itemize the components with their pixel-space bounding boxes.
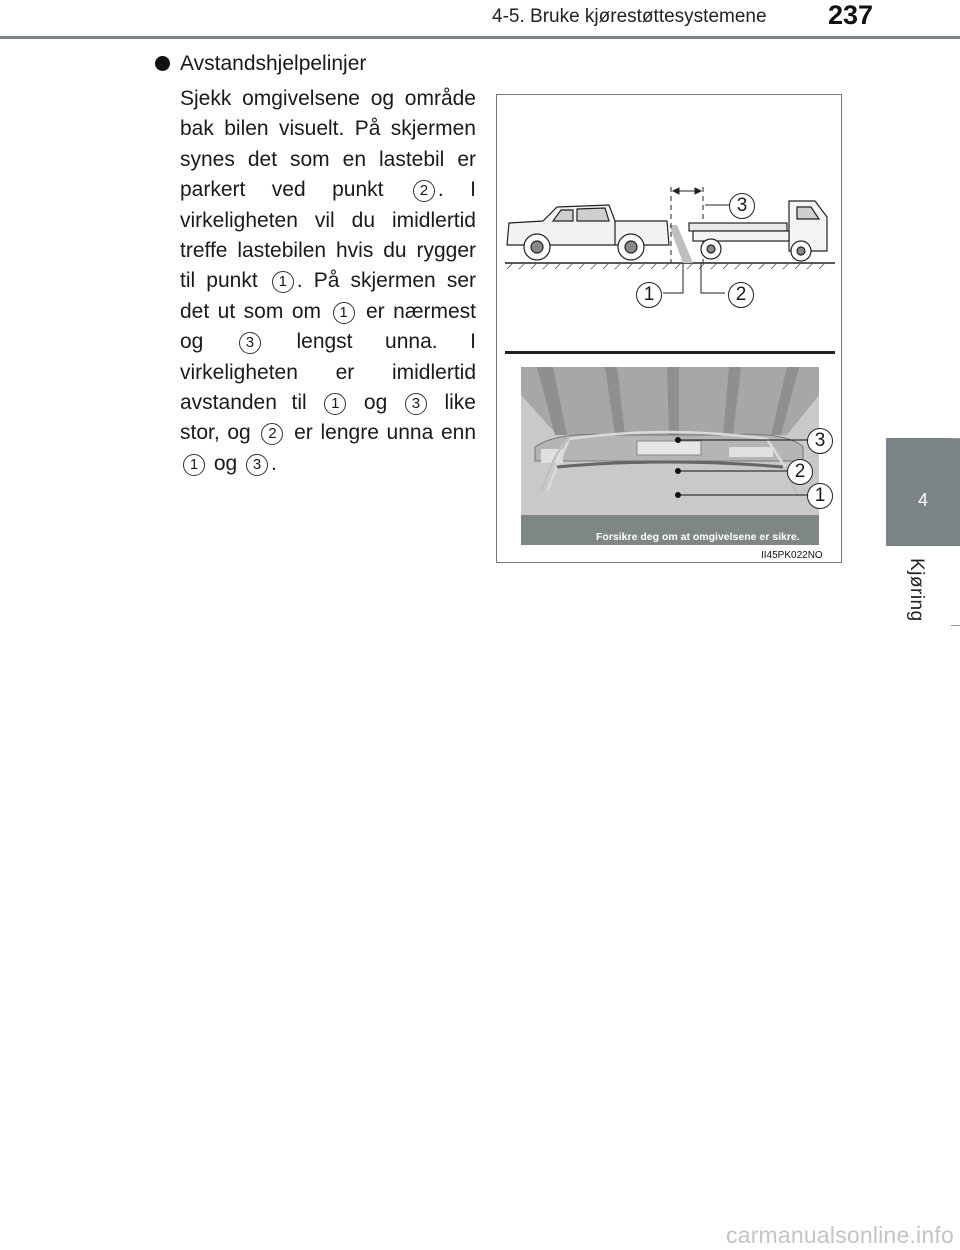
circled-number: 1 [183, 454, 205, 476]
circled-number: 1 [272, 271, 294, 293]
circled-number: 3 [246, 454, 268, 476]
diagram-label-2: 2 [728, 282, 754, 308]
circled-number: 3 [239, 332, 261, 354]
screen-label-2: 2 [787, 459, 813, 485]
diagram-label-3: 3 [729, 193, 755, 219]
screen-label-3: 3 [807, 428, 833, 454]
bullet-heading [155, 52, 366, 76]
circled-number: 1 [324, 393, 346, 415]
text-run: er lengre unna enn [286, 421, 477, 445]
text-run: . På skjermen ser det ut som om [180, 269, 476, 323]
diagram-label-1: 1 [636, 282, 662, 308]
text-run: er nærmest og [180, 299, 476, 354]
text-run: . [271, 451, 277, 475]
screen-caption: Forsikre deg om at omgivelsene er sikre. [596, 531, 800, 543]
figure-code: II45PK022NO [761, 550, 823, 561]
bullet-heading-text: Avstandshjelpelinjer [180, 52, 367, 75]
text-run: lengst unna. I virkeligheten er imidlertid avstanden til [180, 330, 476, 415]
text-run: like stor, og [180, 391, 476, 445]
circled-number: 2 [261, 423, 283, 445]
screen-label-1: 1 [807, 483, 833, 509]
chapter-label: Kjøring [906, 558, 927, 622]
chapter-tab[interactable] [886, 438, 960, 546]
circled-number: 1 [333, 302, 355, 324]
header-rule [0, 36, 960, 39]
watermark: carmanualsonline.info [726, 1222, 954, 1248]
body-paragraph [180, 84, 476, 479]
circled-number: 3 [405, 393, 427, 415]
text-run: og [208, 451, 244, 475]
tab-tick-top [951, 438, 960, 439]
page-number: 237 [828, 0, 874, 30]
distance-guide-figure [496, 94, 842, 563]
text-run: . I virkeligheten vil du imidlertid treffe lastebilen hvis du rygger til punkt [180, 178, 476, 293]
chapter-number: 4 [917, 490, 928, 510]
text-run: og [349, 391, 402, 415]
text-run: Sjekk omgivelsene og område bak bilen visuelt. På skjermen synes det som en lastebil er parkert ved punkt [180, 87, 476, 202]
circled-number: 2 [413, 180, 435, 202]
section-title: 4-5. Bruke kjørestøttesystemene [492, 6, 767, 27]
ceiling-structure [521, 367, 819, 435]
tab-tick-bottom [951, 625, 960, 626]
bullet-icon [155, 56, 170, 71]
camera-screen [497, 95, 843, 564]
